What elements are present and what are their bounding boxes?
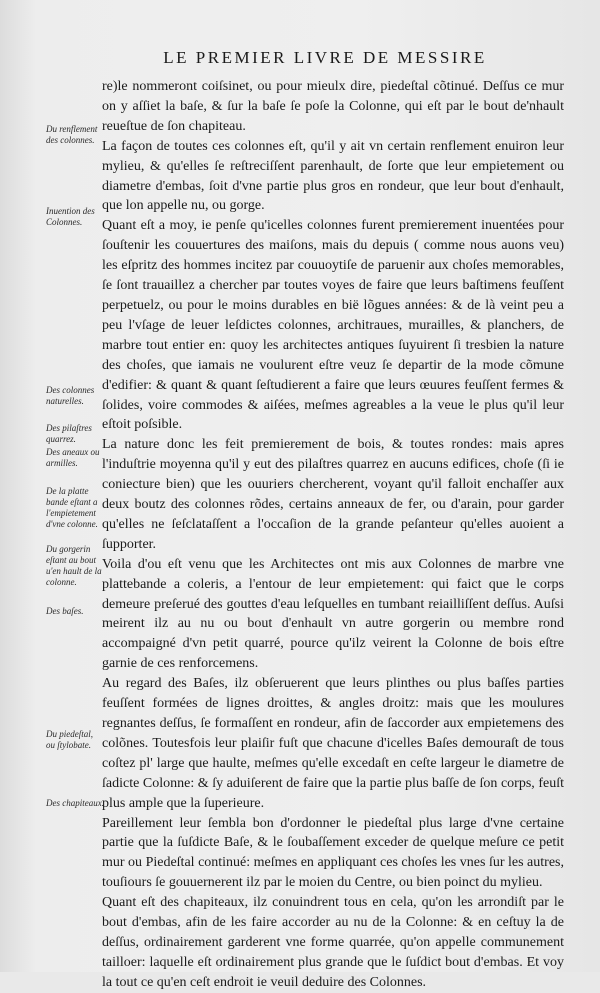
margin-note: Du renflement des colonnes. <box>46 124 98 145</box>
margin-note: Des aneaux ou armilles. <box>46 447 100 468</box>
paragraph: Voila d'ou eſt venu que les Architectes ont mis aux Colonnes de marbre vne plattebande a coleris, a l'entour de leur empietement: qui faict que le corps demeure preſerué des gouttes d'eau leſquelles en tumbant reiailliſſent deſſus. Auſsi meirent ilz au nu ou bout d'enhault vn autre gorgerin ou membre rond accompaigné d'vn petit quarré, pource qu'ilz veirent la Colonne de bois eſtre garnie de ces renforcemens. <box>102 556 564 672</box>
margin-note: Des colonnes naturelles. <box>46 385 95 406</box>
margin-note: Des pilaſtres quarrez. <box>46 423 92 444</box>
margin-note: De la platte bande eſtant a l'empietement d'vne colonne. <box>46 486 98 529</box>
paragraph: La nature donc les feit premierement de bois, & toutes rondes: mais apres l'induſtrie moyenna qu'il y eut des pilaſtres quarrez en aucuns edifices, choſe (ſi ie coniecture bien) que les ouuriers chercherent, voyant qu'il falloit enchaſſer aux deux boutz des colonnes rõdes, certains anneaux de fer, ou d'arain, pour garder qu'elles ne ſeſclataſſent a l'occaſion de la grande peſanteur qu'elles auoient a ſupporter. <box>102 437 564 552</box>
running-header: LE PREMIER LIVRE DE MESSIRE <box>163 48 487 67</box>
paragraph: Quant eſt a moy, ie penſe qu'icelles colonnes furent premierement inuentées pour ſouſtenir les couuertures des maiſons, mais du depuis ( comme nous auons veu) les eſpritz des hommes incitez par couuoytiſe de paruenir aux choſes memorables, ſe ſont trauaillez a chercher par toutes voyes de faire que leurs baſtimens feuſſent perpetuelz, ou pour le moins durables en bië lõgues années: & de là veint peu a peu l'vſage de leuer leſdictes colonnes, architraues, murailles, & planchers, de marbre tout entier en: quoy les architectes antiques ſuyuirent ſi tresbien la nature des choſes, que iamais ne voulurent eſtre veuz ſe departir de la mode cõmune d'edifier: & quant & quant ſeſtudierent a faire que leurs œuures feuſſent fermes & ſolides, voire commodes & aiſées, meſmes agreables a la veue le plus qu'il leur eſtoit poſsible. <box>102 218 564 433</box>
paragraph: re)le nommeront coiſsinet, ou pour mieulx dire, piedeſtal cõtinué. Deſſus ce mur on y aſſiet la baſe, & ſur la baſe ſe poſe la Colonne, qui eſt par le bout de'nhault reueſtue de ſon chapiteau. <box>102 79 564 134</box>
paragraph: Pareillement leur ſembla bon d'ordonner le piedeſtal plus large d'vne certaine partie que la ſuſdicte Baſe, & le ſoubaſſement exceder de quelque meſure ce petit mur ou Piedeſtal continué: meſmes en appliquant ces choſes les vnes ſur les autres, touſiours ſe gouuernerent ilz par le moien du Centre, ou bien poinct du mylieu. <box>102 815 564 891</box>
margin-note: Des baſes. <box>46 606 84 616</box>
paragraph: La façon de toutes ces colonnes eſt, qu'il y ait vn certain renflement enuiron leur mylieu, & qu'elles ſe reſtreciſſent parenhault, de ſorte que leur empietement ou diametre d'embas, ſoit d'vne partie plus gros en rondeur, que leur bout d'enhault, que lon appelle nu, ou gorge. <box>102 138 564 214</box>
margin-note: Du gorgerin eſtant au bout u'en hault de la colonne. <box>46 544 102 587</box>
paragraph: Quant eſt des chapiteaux, ilz conuindrent tous en cela, qu'on les arrondiſt par le bout d'embas, afin de les faire accorder au nu de la Colonne: & en ceſtuy la de deſſus, ordinairement garderent vne forme quarrée, qu'on appelle communement tailloer: laquelle eſt ordinairement plus grande que le ſuſdict bout d'embas. Et voy la tout ce qu'en ceſt endroit ie veuil deduire des Colonnes. <box>102 895 564 990</box>
margin-note: Des chapiteaux. <box>46 798 104 808</box>
paragraph: Au regard des Baſes, ilz obſeruerent que leurs plinthes ou plus baſſes parties feuſſent formées de lignes droittes, & angles droitz: mais que les moulures regnantes deſſus, ſe formaſſent en rondeur, afin de ſaccorder aux empietemens des colõnes. Toutesfois leur plaiſir fuſt que chacune d'icelles Baſes demouraſt de tous coſtez pl' large que haulte, meſmes qu'elle excedaſt en ceſte largeur le diametre de ſadicte Colonne: & ſy aduiſerent de faire que la partie plus baſſe de ſon corps, feuſt plus ample que la ſuperieure. <box>102 676 564 811</box>
margin-note: Du piedeſtal, ou ſtylobate. <box>46 729 93 750</box>
margin-note: Inuention des Colonnes. <box>46 206 95 227</box>
body-text <box>102 77 564 993</box>
